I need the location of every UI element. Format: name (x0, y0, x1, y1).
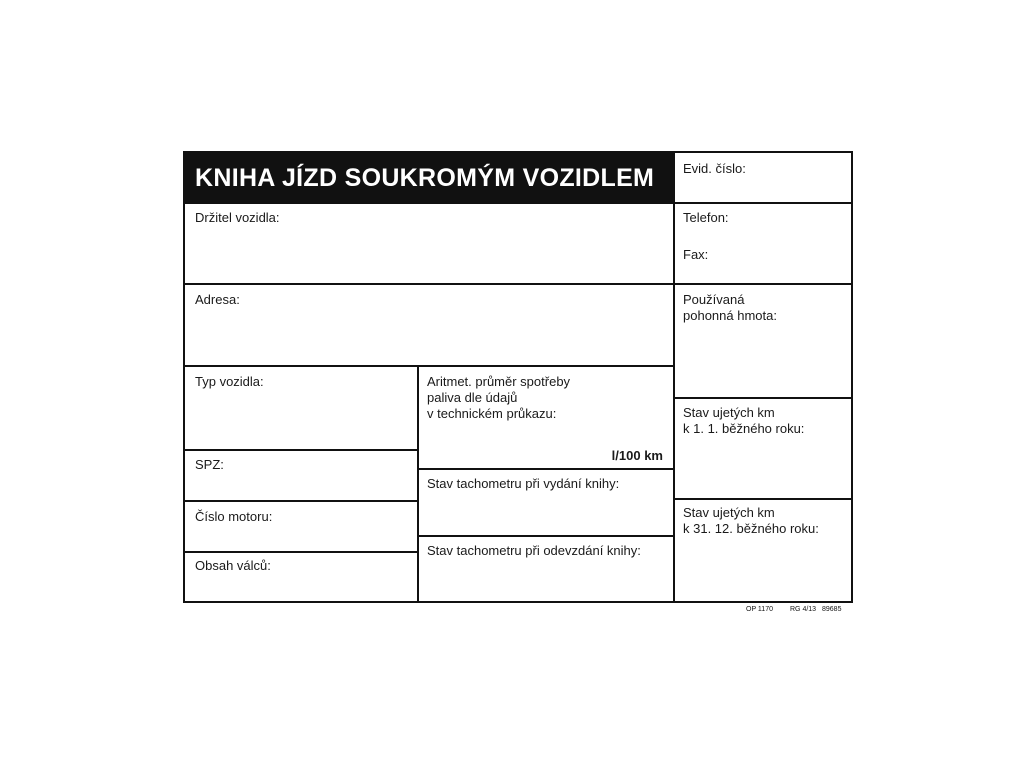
prumer-unit: l/100 km (611, 448, 663, 463)
prumer-label-1: Aritmet. průměr spotřeby (427, 374, 571, 389)
divider (185, 202, 851, 204)
km-end-label-1: Stav ujetých km (683, 505, 775, 520)
telefon-label: Telefon: (683, 210, 729, 225)
tacho-vydani-label: Stav tachometru při vydání knihy: (427, 476, 620, 491)
evid-cislo-label: Evid. číslo: (683, 161, 746, 176)
divider (673, 153, 675, 601)
km-start-label-1: Stav ujetých km (683, 405, 775, 420)
form-title: KNIHA JÍZD SOUKROMÝM VOZIDLEM (185, 153, 673, 204)
form-revision: RG 4/13 (790, 606, 817, 613)
divider (185, 449, 417, 451)
form-number: 89685 (822, 606, 842, 613)
pohonna-hmota-label-1: Používaná (683, 292, 745, 307)
pohonna-hmota-label-2: pohonná hmota: (683, 308, 777, 323)
divider (185, 283, 851, 285)
km-start-label-2: k 1. 1. běžného roku: (683, 421, 805, 436)
cislo-motoru-label: Číslo motoru: (195, 509, 273, 524)
prumer-label-2: paliva dle údajů (427, 390, 518, 405)
adresa-label: Adresa: (195, 292, 240, 307)
drzitel-label: Držitel vozidla: (195, 210, 280, 225)
typ-vozidla-label: Typ vozidla: (195, 374, 264, 389)
form-code: OP 1170 (746, 606, 773, 613)
obsah-valcu-label: Obsah válců: (195, 558, 271, 573)
divider (185, 500, 417, 502)
tacho-odevzdani-label: Stav tachometru při odevzdání knihy: (427, 543, 641, 558)
divider (673, 498, 851, 500)
divider (417, 367, 419, 601)
fax-label: Fax: (683, 247, 709, 262)
km-end-label-2: k 31. 12. běžného roku: (683, 521, 819, 536)
divider (185, 551, 417, 553)
logbook-form (183, 151, 853, 603)
divider (417, 535, 673, 537)
spz-label: SPZ: (195, 457, 224, 472)
prumer-label-3: v technickém průkazu: (427, 406, 557, 421)
divider (185, 365, 673, 367)
divider (417, 468, 673, 470)
divider (673, 397, 851, 399)
